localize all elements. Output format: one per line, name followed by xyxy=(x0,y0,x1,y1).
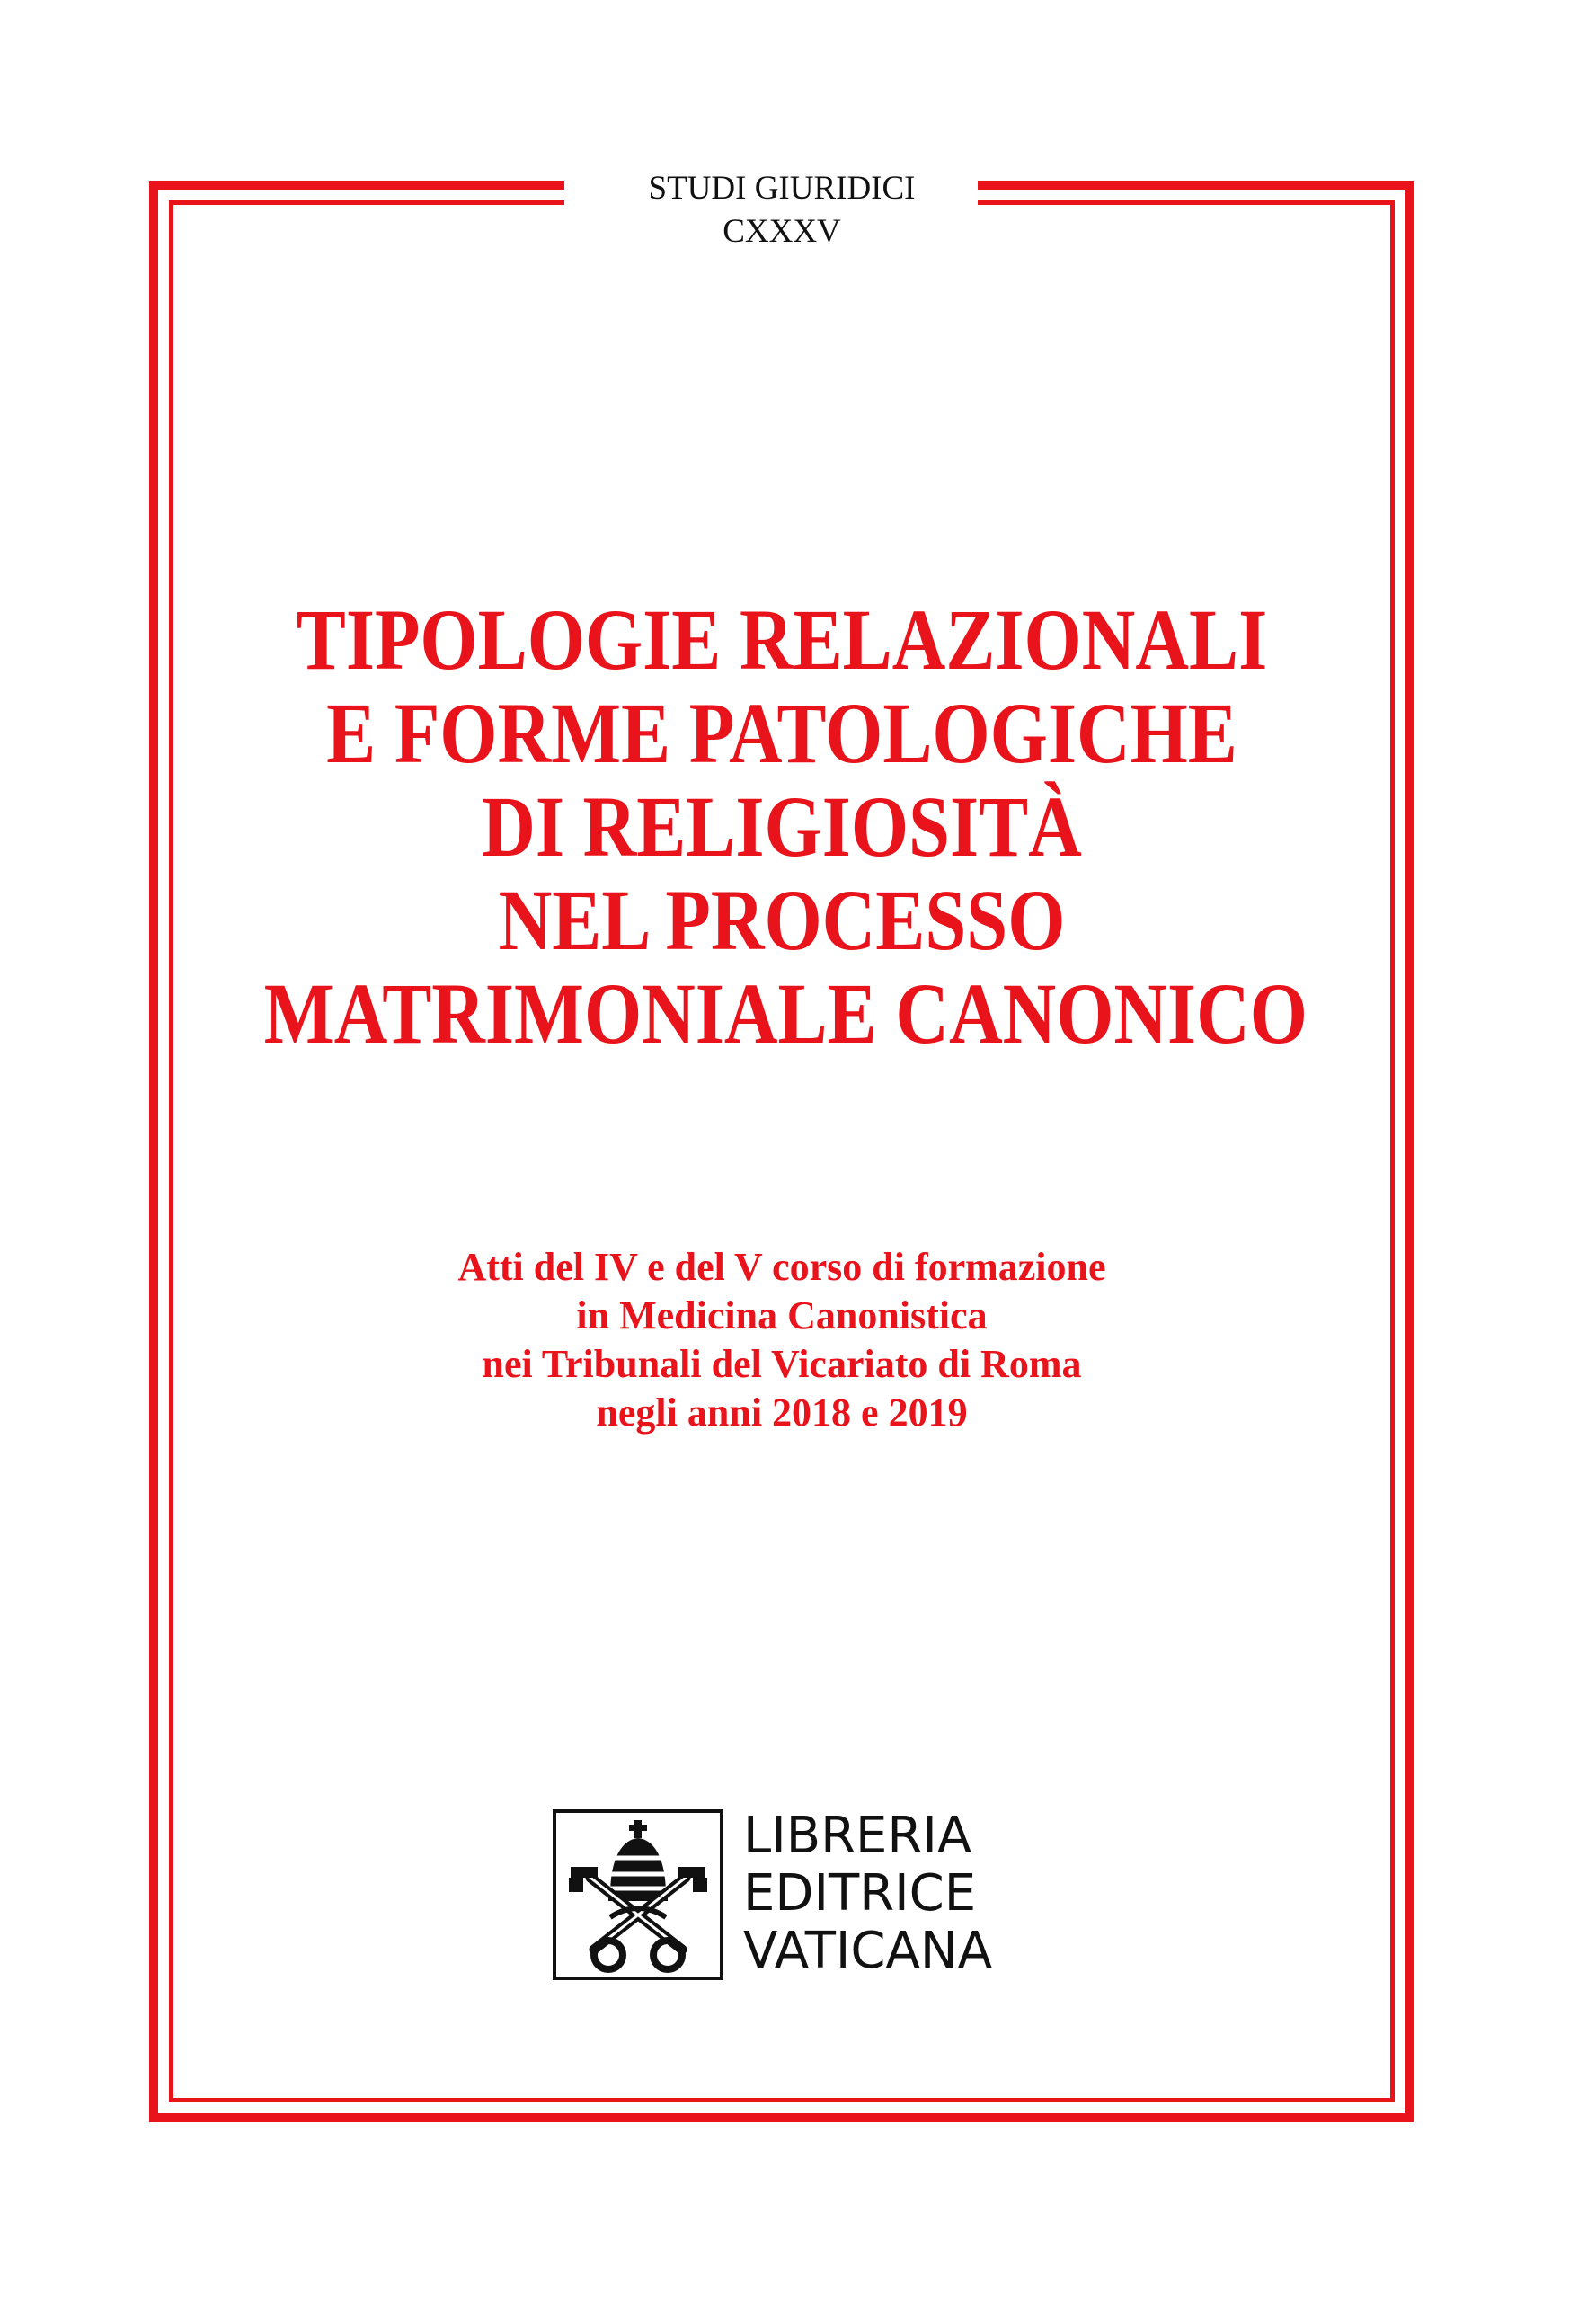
series-name: STUDI GIURIDICI xyxy=(648,170,916,207)
subtitle-line: Atti del IV e del V corso di formazione xyxy=(457,1245,1106,1289)
title-line: DI RELIGIOSITÀ xyxy=(482,778,1082,875)
publisher-logo xyxy=(553,1809,1038,1980)
subtitle-line: in Medicina Canonistica xyxy=(576,1293,988,1337)
publisher-line: VATICANA xyxy=(743,1922,993,1980)
subtitle-line: negli anni 2018 e 2019 xyxy=(596,1390,968,1435)
series-heading xyxy=(539,167,1024,253)
publisher-name xyxy=(743,1808,992,1980)
book-title xyxy=(263,591,1308,1062)
title-line: E FORME PATOLOGICHE xyxy=(326,685,1237,781)
series-number: CXXXV xyxy=(723,213,841,250)
publisher-line: EDITRICE xyxy=(743,1864,977,1923)
title-line: MATRIMONIALE CANONICO xyxy=(263,965,1308,1062)
subtitle-line: nei Tribunali del Vicariato di Roma xyxy=(482,1342,1082,1386)
book-subtitle xyxy=(180,1243,1384,1437)
papal-keys-tiara-emblem-icon xyxy=(553,1809,723,1980)
title-line: NEL PROCESSO xyxy=(498,872,1066,968)
title-line: TIPOLOGIE RELAZIONALI xyxy=(296,591,1268,688)
publisher-line: LIBRERIA xyxy=(743,1807,972,1865)
